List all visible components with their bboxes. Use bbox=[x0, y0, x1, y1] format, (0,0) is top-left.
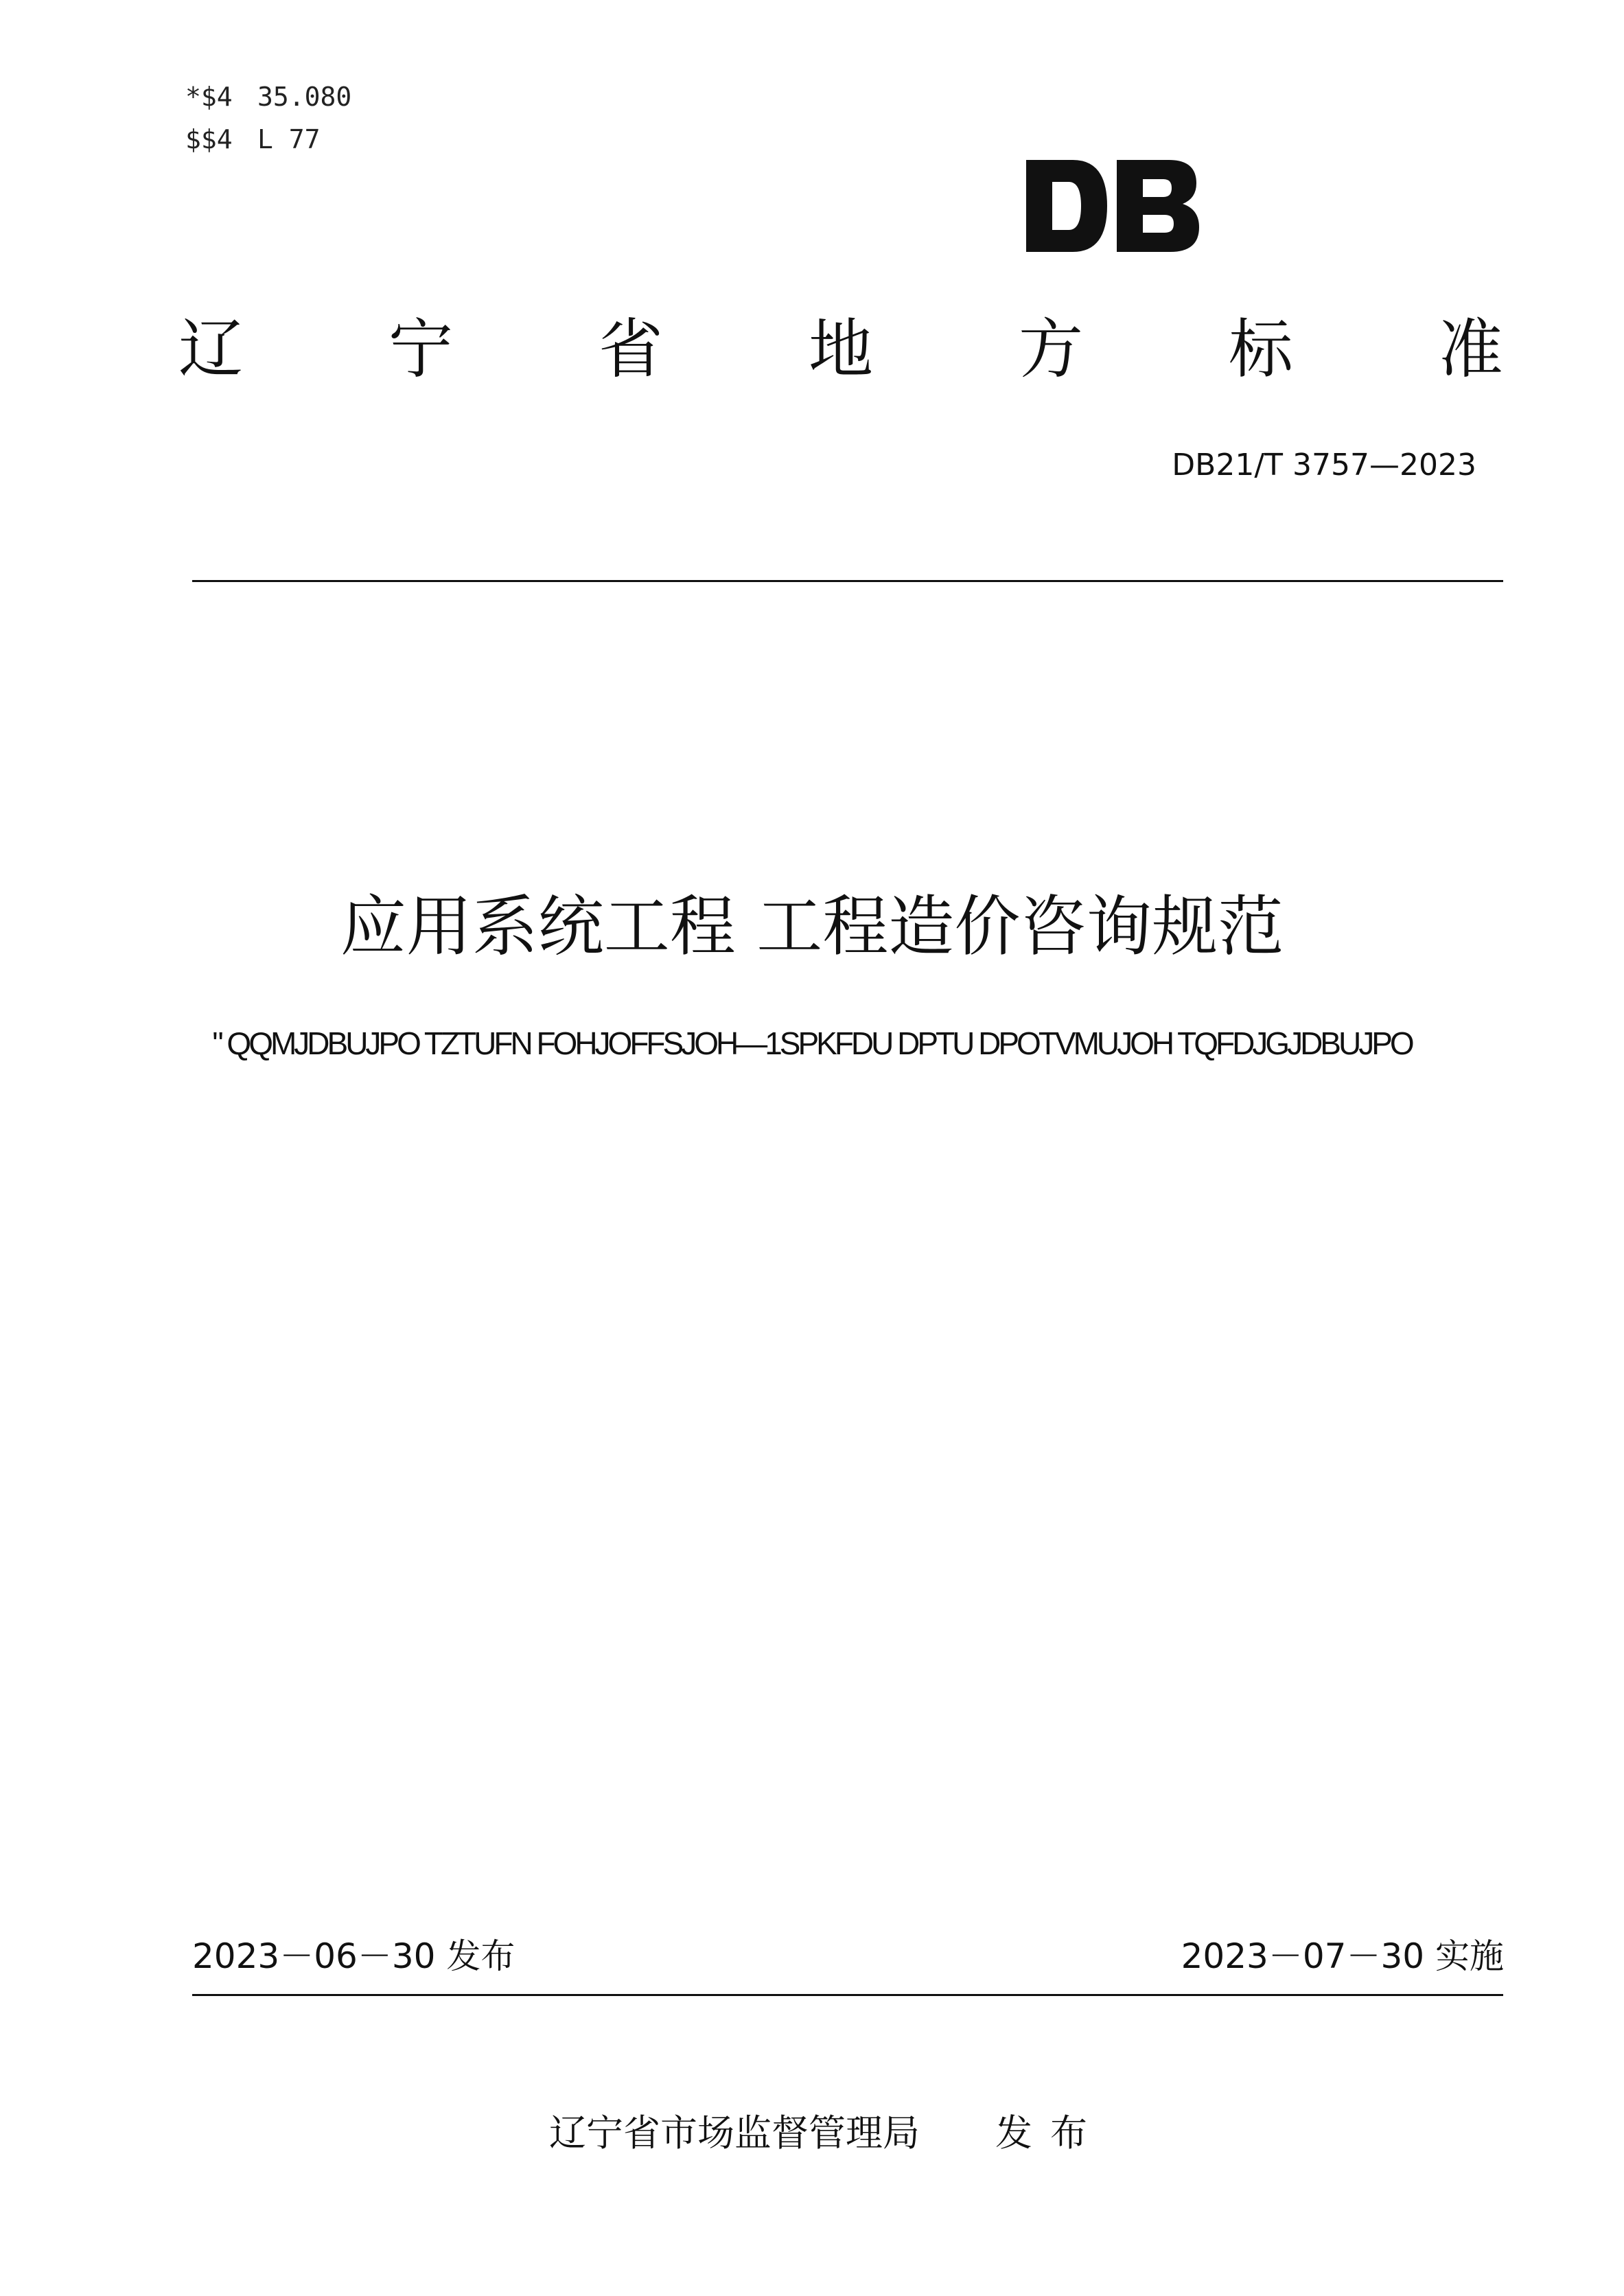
standard-title bbox=[178, 305, 1503, 395]
issuer-name: 辽宁省市场监督管理局 bbox=[549, 2111, 920, 2155]
ccs-code-row bbox=[185, 118, 351, 161]
ccs-value: L 77 bbox=[257, 124, 321, 154]
standard-title-char: 地 bbox=[808, 312, 873, 387]
ccs-label: $$4 bbox=[185, 124, 233, 154]
ics-code-row bbox=[185, 76, 351, 118]
standard-title-char: 准 bbox=[1438, 312, 1503, 387]
classification-codes bbox=[185, 76, 351, 161]
standard-title-char: 标 bbox=[1228, 312, 1293, 387]
standard-title-char: 辽 bbox=[178, 312, 244, 387]
ics-value: 35.080 bbox=[257, 82, 352, 112]
bottom-divider bbox=[192, 1994, 1503, 1996]
db-logo-letter-d bbox=[1026, 160, 1107, 252]
issuer-action: 发布 bbox=[995, 2111, 1105, 2155]
issue-date: 2023－06－30 发布 bbox=[192, 1936, 515, 1976]
db-logo-letter-b bbox=[1117, 160, 1199, 252]
issuer-line bbox=[549, 2107, 1105, 2159]
standard-title-char: 省 bbox=[598, 312, 663, 387]
standard-title-char: 方 bbox=[1018, 312, 1083, 387]
db-logo bbox=[1019, 154, 1205, 257]
implementation-date: 2023－07－30 实施 bbox=[1181, 1936, 1504, 1976]
top-divider bbox=[192, 580, 1503, 582]
ics-label: *$4 bbox=[185, 82, 233, 112]
standard-code: DB21/T 3757—2023 bbox=[1172, 448, 1476, 483]
standard-title-char: 宁 bbox=[388, 312, 453, 387]
document-title: 应用系统工程 工程造价咨询规范 bbox=[340, 888, 1284, 965]
document-subtitle: " QQMJDBUJPO TZTUFN FOHJOFFSJOH—1SPKFDU DPTU DPOTVMUJOH TQFDJGJDBUJPO bbox=[212, 1025, 1412, 1061]
